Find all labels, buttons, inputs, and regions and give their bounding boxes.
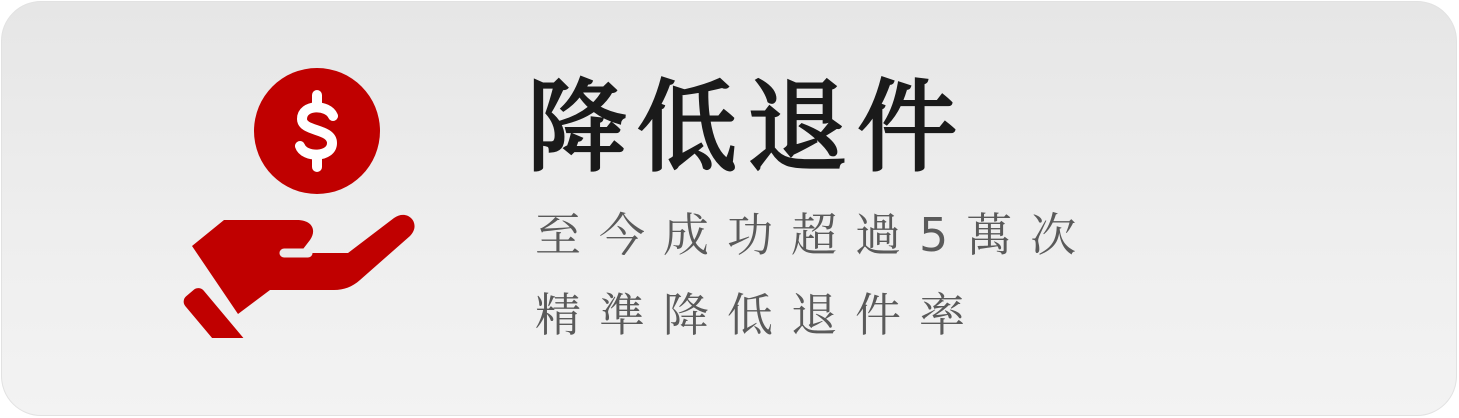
feature-card: [1, 1, 1457, 416]
description-line-1: 至今成功超過5萬次: [535, 208, 1095, 262]
hand-holding-dollar-icon: [152, 68, 422, 338]
card-title: 降低退件: [527, 69, 967, 186]
description-line-2: 精準降低退件率: [535, 288, 983, 342]
